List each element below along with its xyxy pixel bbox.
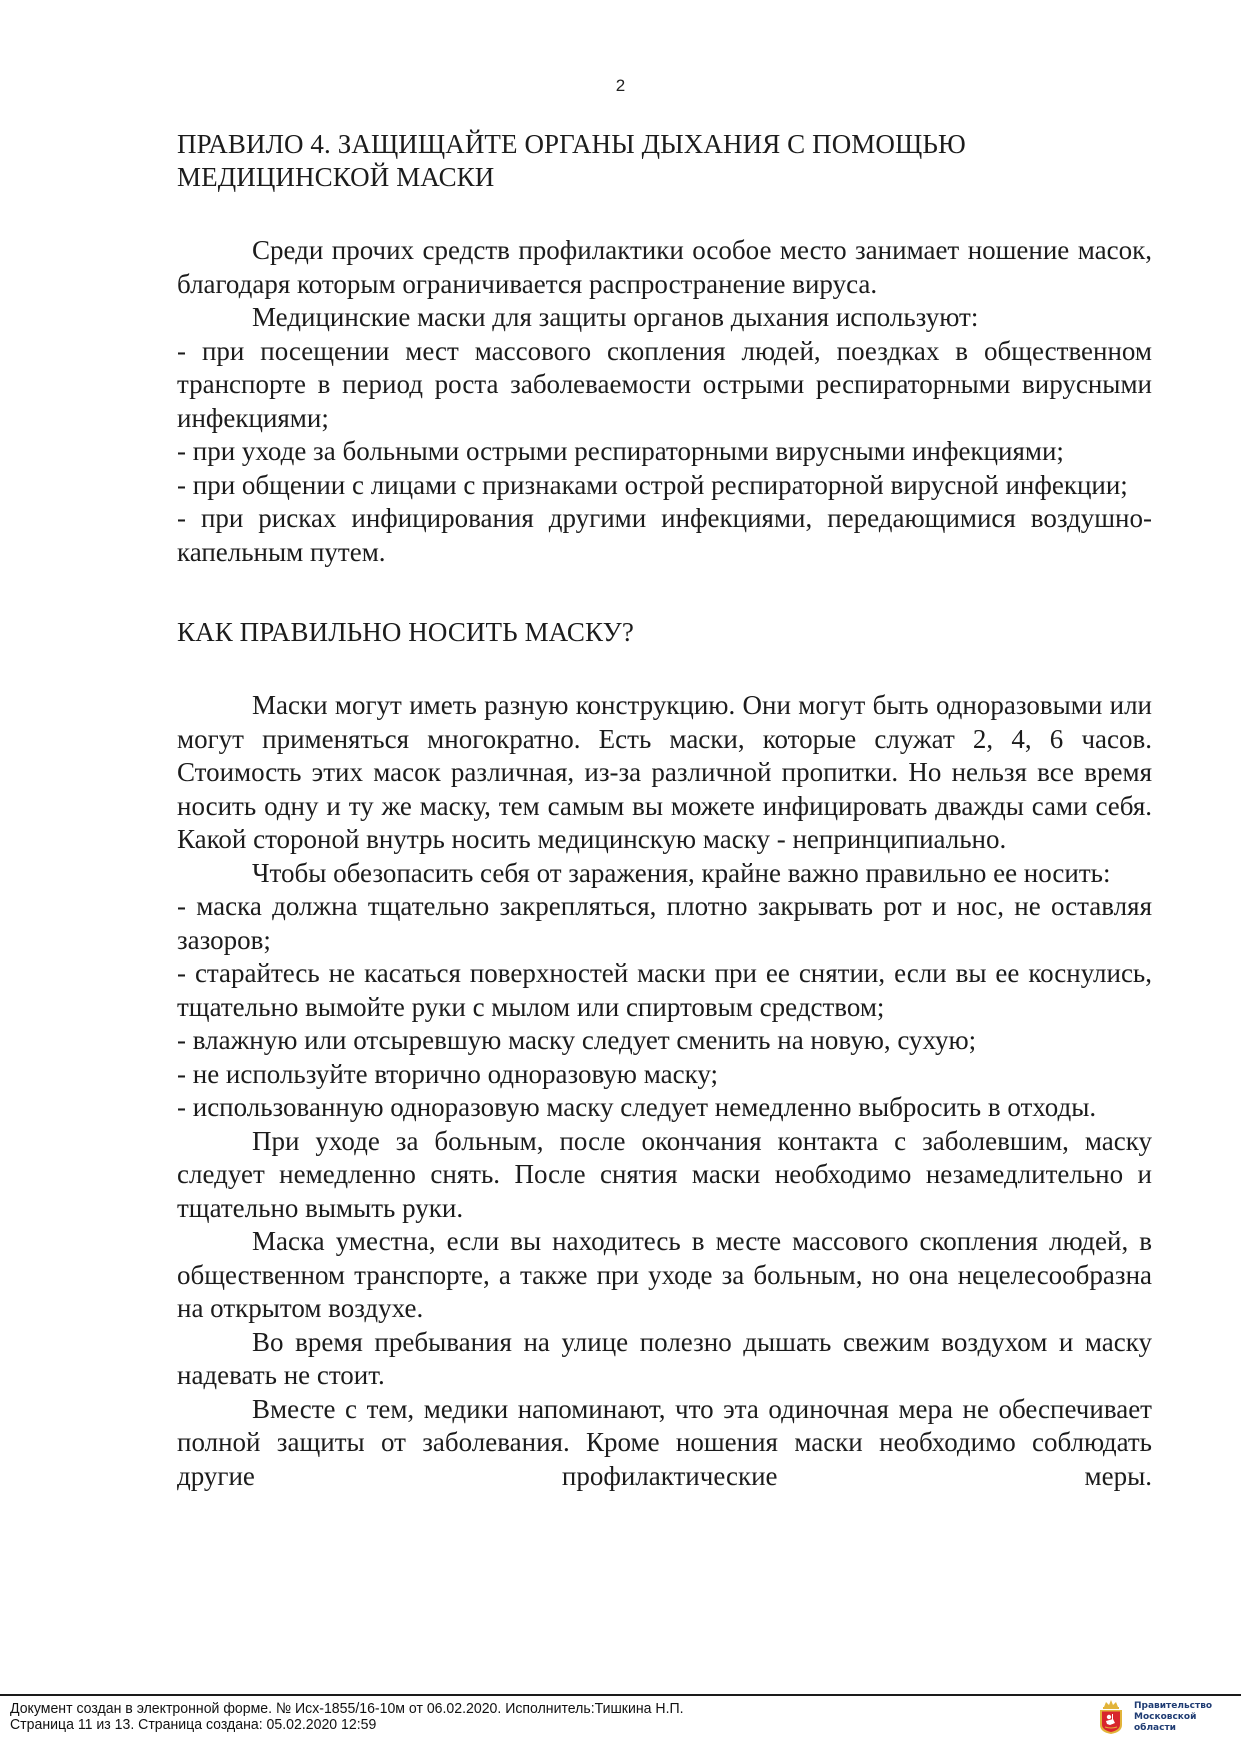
appropriate-use-paragraph: Маска уместна, если вы находитесь в месте массового скопления людей, в общественном транспорте, а также при уходе за больным, но она нецелесообразна на открытом воздухе. (177, 1226, 1152, 1323)
footer-divider (0, 1694, 1241, 1696)
coat-of-arms-icon (1098, 1699, 1124, 1735)
logo-text-line1: Правительство (1134, 1700, 1213, 1711)
intro-paragraph: Среди прочих средств профилактики особое место занимает ношение масок, благодаря которым ограничивается распространение вируса. (177, 235, 1152, 299)
how-to-wear-heading: КАК ПРАВИЛЬНО НОСИТЬ МАСКУ? (177, 617, 634, 647)
usage-list-item: - при посещении мест массового скопления людей, поездках в общественном транспорте в период роста заболеваемости острыми респираторными вирусными инфекциями; (177, 335, 1152, 433)
mask-usage-lead: Медицинские маски для защиты органов дыхания используют: (252, 302, 979, 332)
footer-document-info: Документ создан в электронной форме. № Исх-1855/16-10м от 06.02.2020. Исполнитель:Тишкина Н.П. (10, 1700, 684, 1717)
moscow-region-government-logo (1098, 1699, 1241, 1735)
page-number: 2 (615, 76, 626, 95)
wearing-rule-item: - не используйте вторично одноразовую маску; (177, 1058, 718, 1089)
wearing-rule-item: - влажную или отсыревшую маску следует сменить на новую, сухую; (177, 1025, 977, 1055)
footer-page-info: Страница 11 из 13. Страница создана: 05.02.2020 12:59 (10, 1716, 377, 1733)
wearing-rule-item: - старайтесь не касаться поверхностей маски при ее снятии, если вы ее коснулись, тщательно вымойте руки с мылом или спиртовым средством; (177, 958, 1152, 1022)
caregiving-paragraph: При уходе за больным, после окончания контакта с заболевшим, маску следует немедленно снять. После снятия маски необходимо незамедлительно и тщательно вымыть руки. (177, 1125, 1152, 1223)
mask-types-paragraph: Маски могут иметь разную конструкцию. Они могут быть одноразовыми или могут применяться многократно. Есть маски, которые служат 2, 4, 6 часов. Стоимость этих масок различная, из-за различной пропитки. Но нельзя все время носить одну и ту же маску, тем самым вы можете инфицировать дважды сами себя. Какой стороной внутрь носить медицинскую маску - непринципиально. (177, 690, 1152, 854)
wearing-rule-item: - использованную одноразовую маску следует немедленно выбросить в отходы. (177, 1092, 1097, 1122)
wearing-rules-lead: Чтобы обезопасить себя от заражения, крайне важно правильно ее носить: (252, 857, 1111, 888)
rule-4-heading: ПРАВИЛО 4. ЗАЩИЩАЙТЕ ОРГАНЫ ДЫХАНИЯ С ПОМОЩЬЮ МЕДИЦИНСКОЙ МАСКИ (177, 129, 966, 192)
closing-paragraph: Вместе с тем, медики напоминают, что эта одиночная мера не обеспечивает полной защиты от заболевания. Кроме ношения маски необходимо соблюдать другие профилактические меры. (177, 1393, 1152, 1491)
usage-list-item: - при уходе за больными острыми респираторными вирусными инфекциями; (177, 436, 1064, 466)
usage-list-item: - при общении с лицами с признаками острой респираторной вирусной инфекции; (177, 469, 1128, 500)
logo-text (1134, 1701, 1241, 1734)
logo-text-line2: Московской области (1134, 1711, 1197, 1733)
usage-list-item: - при рисках инфицирования другими инфекциями, передающимися воздушно-капельным путем. (177, 503, 1152, 567)
document-body (177, 128, 1152, 1493)
document-footer (10, 1701, 684, 1733)
outdoors-paragraph: Во время пребывания на улице полезно дышать свежим воздухом и маску надевать не стоит. (177, 1326, 1152, 1390)
wearing-rule-item: - маска должна тщательно закрепляться, плотно закрывать рот и нос, не оставляя зазоров; (177, 891, 1152, 955)
